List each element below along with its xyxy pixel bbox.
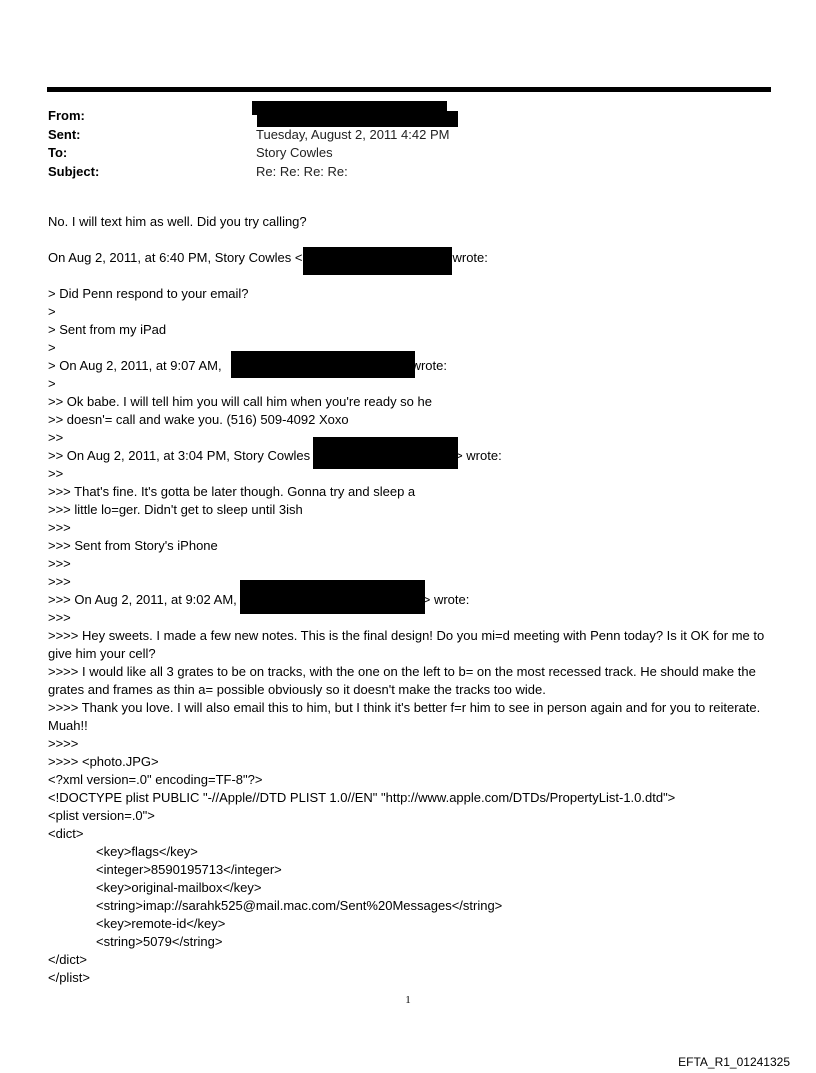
sent-value: Tuesday, August 2, 2011 4:42 PM (256, 126, 450, 142)
quote-header-text: >> On Aug 2, 2011, at 3:04 PM, Story Cowles (48, 448, 311, 463)
quote-header-wrote: > wrote: (455, 448, 502, 463)
body-line: > (48, 376, 56, 391)
body-line: >> doesn'= call and wake you. (516) 509-4092 Xoxo (48, 412, 349, 427)
quote-header-text: > On Aug 2, 2011, at 9:07 AM, (48, 358, 222, 373)
quote-header-wrote: wrote: (411, 358, 447, 373)
body-line: <dict> (48, 826, 84, 841)
from-label: From: (48, 108, 85, 123)
body-line: <!DOCTYPE plist PUBLIC "-//Apple//DTD PLIST 1.0//EN" "http://www.apple.com/DTDs/PropertyList-1.0.dtd"> (48, 790, 676, 805)
body-line: >>> little lo=ger. Didn't get to sleep until 3ish (48, 502, 303, 517)
quote-header-line (48, 591, 783, 609)
body-line: <string>imap://sarahk525@mail.mac.com/Sent%20Messages</string> (96, 898, 503, 913)
header-rule (47, 87, 771, 92)
body-line: <key>original-mailbox</key> (96, 880, 262, 895)
body-line: </dict> (48, 952, 88, 967)
body-line: >>> (48, 610, 71, 625)
subject-label: Subject: (48, 163, 100, 179)
body-line: No. I will text him as well. Did you try calling? (48, 214, 307, 229)
quote-header-wrote: > wrote: (422, 592, 470, 607)
email-body (48, 213, 783, 987)
body-line: >>>> Hey sweets. I made a few new notes. This is the final design! Do you mi=d meeting with Penn today? Is it OK for me to give him your cell? (48, 628, 768, 661)
body-line: > (48, 340, 56, 355)
body-line: >> (48, 466, 64, 481)
body-line: <integer>8590195713</integer> (96, 862, 282, 877)
to-value: Story Cowles (256, 145, 333, 160)
document-id: EFTA_R1_01241325 (678, 1055, 790, 1069)
quote-header-wrote: wrote: (452, 250, 488, 265)
body-line: >> Ok babe. I will tell him you will call him when you're ready so he (48, 394, 432, 409)
body-line: >> (48, 430, 64, 445)
body-line: > Sent from my iPad (48, 322, 167, 337)
sent-label: Sent: (48, 126, 81, 142)
quote-header-line (48, 447, 783, 465)
body-line: </plist> (48, 970, 90, 985)
subject-value: Re: Re: Re: Re: (256, 163, 348, 179)
body-line: >>> Sent from Story's iPhone (48, 538, 218, 553)
body-line: > Did Penn respond to your email? (48, 286, 249, 301)
body-line: >>> That's fine. It's gotta be later though. Gonna try and sleep a (48, 484, 416, 499)
body-line: >>> (48, 574, 71, 589)
quote-header-text: On Aug 2, 2011, at 6:40 PM, Story Cowles < (48, 250, 303, 265)
body-line: <plist version=.0"> (48, 808, 155, 823)
body-line: >>>> I would like all 3 grates to be on tracks, with the one on the left to b= on the most recessed track. He should make the grates and frames as thin a= possible obviously so it doesn't make the tracks too wide. (48, 664, 760, 697)
body-line: >>> (48, 520, 71, 535)
quote-header-line (48, 249, 783, 267)
page-number: 1 (405, 994, 411, 1006)
body-line: >>> (48, 556, 71, 571)
quote-header-text: >>> On Aug 2, 2011, at 9:02 AM, (48, 592, 237, 607)
body-line: >>>> (48, 736, 79, 751)
body-line: <key>flags</key> (96, 844, 198, 859)
body-line: <string>5079</string> (96, 934, 223, 949)
body-line: > (48, 304, 56, 319)
body-line: >>>> <photo.JPG> (48, 754, 159, 769)
body-line: <?xml version=.0" encoding=TF-8"?> (48, 772, 263, 787)
body-line: <key>remote-id</key> (96, 916, 226, 931)
redaction-from-2 (257, 111, 458, 127)
quote-header-line (48, 357, 783, 375)
body-line: >>>> Thank you love. I will also email this to him, but I think it's better f=r him to see in person again and for you to reiterate. Muah!! (48, 700, 764, 733)
to-label: To: (48, 145, 68, 160)
